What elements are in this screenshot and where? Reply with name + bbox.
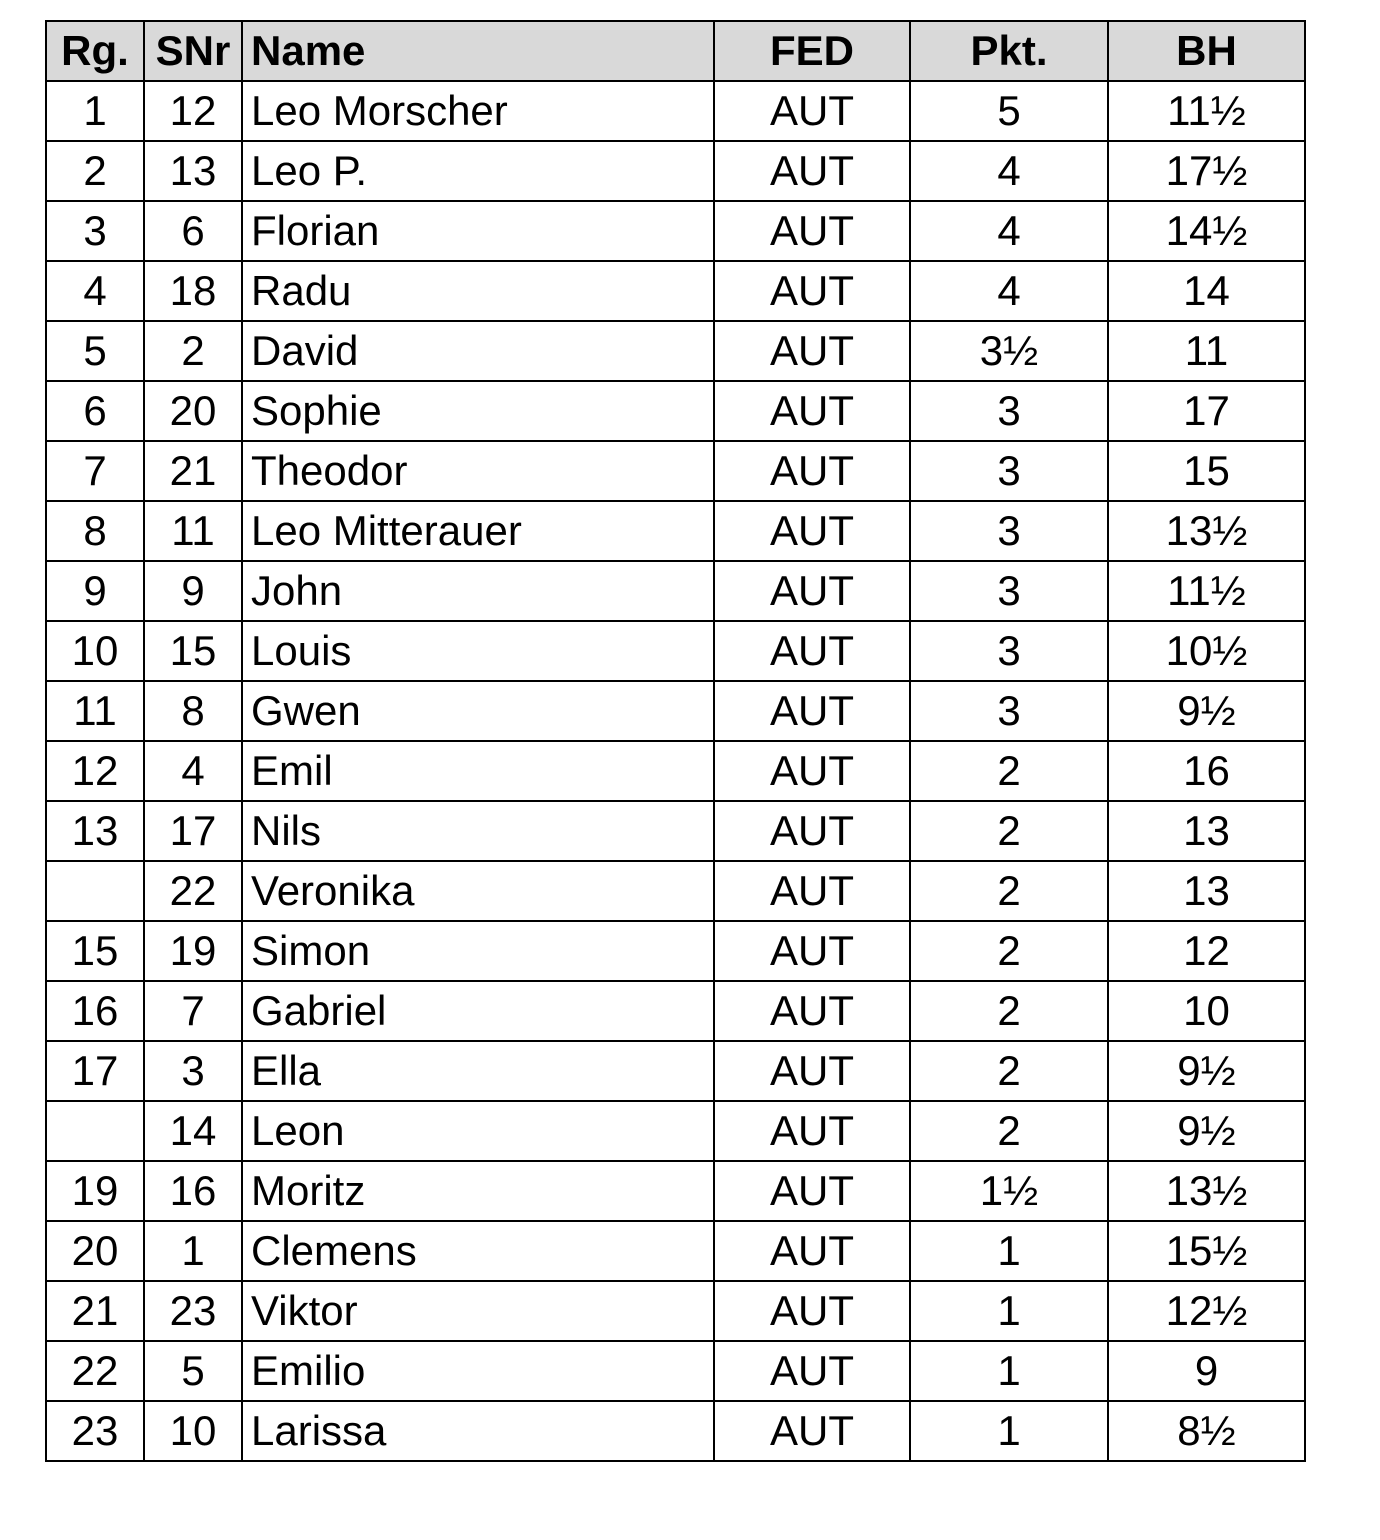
cell-federation: AUT [714, 1101, 910, 1161]
table-row [46, 141, 1305, 201]
cell-points: 3 [910, 501, 1108, 561]
cell-rank: 11 [46, 681, 144, 741]
cell-name: Emil [242, 741, 714, 801]
table-row [46, 1221, 1305, 1281]
cell-name: Radu [242, 261, 714, 321]
cell-start-number: 16 [144, 1161, 242, 1221]
cell-name: John [242, 561, 714, 621]
cell-rank: 21 [46, 1281, 144, 1341]
cell-points: 2 [910, 741, 1108, 801]
cell-name: Florian [242, 201, 714, 261]
standings-body [46, 81, 1305, 1461]
cell-points: 4 [910, 141, 1108, 201]
cell-rank: 23 [46, 1401, 144, 1461]
table-row [46, 1401, 1305, 1461]
cell-points: 3½ [910, 321, 1108, 381]
cell-federation: AUT [714, 141, 910, 201]
cell-buchholz: 12½ [1108, 1281, 1305, 1341]
cell-rank: 22 [46, 1341, 144, 1401]
cell-buchholz: 9 [1108, 1341, 1305, 1401]
cell-points: 4 [910, 201, 1108, 261]
cell-buchholz: 11½ [1108, 561, 1305, 621]
table-row [46, 1041, 1305, 1101]
cell-buchholz: 10½ [1108, 621, 1305, 681]
table-row [46, 321, 1305, 381]
cell-start-number: 20 [144, 381, 242, 441]
table-row [46, 621, 1305, 681]
cell-points: 1 [910, 1281, 1108, 1341]
cell-points: 3 [910, 381, 1108, 441]
cell-buchholz: 9½ [1108, 1101, 1305, 1161]
cell-rank: 3 [46, 201, 144, 261]
cell-federation: AUT [714, 321, 910, 381]
cell-name: Gwen [242, 681, 714, 741]
cell-federation: AUT [714, 621, 910, 681]
cell-buchholz: 14½ [1108, 201, 1305, 261]
table-row [46, 861, 1305, 921]
header-federation: FED [714, 21, 910, 81]
cell-name: Louis [242, 621, 714, 681]
cell-start-number: 19 [144, 921, 242, 981]
cell-rank: 1 [46, 81, 144, 141]
cell-buchholz: 11 [1108, 321, 1305, 381]
cell-rank: 4 [46, 261, 144, 321]
cell-buchholz: 8½ [1108, 1401, 1305, 1461]
cell-federation: AUT [714, 681, 910, 741]
table-row [46, 921, 1305, 981]
cell-name: Viktor [242, 1281, 714, 1341]
cell-start-number: 12 [144, 81, 242, 141]
cell-start-number: 21 [144, 441, 242, 501]
cell-points: 3 [910, 681, 1108, 741]
cell-name: Ella [242, 1041, 714, 1101]
cell-name: Sophie [242, 381, 714, 441]
cell-points: 1 [910, 1401, 1108, 1461]
cell-rank: 9 [46, 561, 144, 621]
cell-points: 2 [910, 1101, 1108, 1161]
cell-buchholz: 15 [1108, 441, 1305, 501]
cell-federation: AUT [714, 981, 910, 1041]
cell-rank: 13 [46, 801, 144, 861]
header-points: Pkt. [910, 21, 1108, 81]
table-row [46, 201, 1305, 261]
cell-rank: 5 [46, 321, 144, 381]
cell-name: David [242, 321, 714, 381]
table-row [46, 681, 1305, 741]
cell-federation: AUT [714, 861, 910, 921]
cell-start-number: 7 [144, 981, 242, 1041]
cell-federation: AUT [714, 441, 910, 501]
cell-start-number: 10 [144, 1401, 242, 1461]
cell-points: 4 [910, 261, 1108, 321]
table-row [46, 381, 1305, 441]
cell-rank: 6 [46, 381, 144, 441]
cell-name: Leon [242, 1101, 714, 1161]
cell-federation: AUT [714, 381, 910, 441]
cell-federation: AUT [714, 501, 910, 561]
cell-name: Moritz [242, 1161, 714, 1221]
header-row [46, 21, 1305, 81]
cell-points: 3 [910, 621, 1108, 681]
table-row [46, 1101, 1305, 1161]
cell-start-number: 8 [144, 681, 242, 741]
cell-points: 3 [910, 441, 1108, 501]
header-rank: Rg. [46, 21, 144, 81]
header-name: Name [242, 21, 714, 81]
cell-start-number: 9 [144, 561, 242, 621]
cell-buchholz: 9½ [1108, 681, 1305, 741]
cell-rank [46, 861, 144, 921]
cell-points: 2 [910, 921, 1108, 981]
cell-federation: AUT [714, 1161, 910, 1221]
cell-points: 2 [910, 801, 1108, 861]
cell-federation: AUT [714, 1281, 910, 1341]
cell-buchholz: 13 [1108, 801, 1305, 861]
cell-name: Theodor [242, 441, 714, 501]
table-row [46, 1281, 1305, 1341]
table-row [46, 801, 1305, 861]
cell-rank: 10 [46, 621, 144, 681]
table-row [46, 561, 1305, 621]
cell-federation: AUT [714, 261, 910, 321]
cell-points: 1 [910, 1221, 1108, 1281]
cell-buchholz: 13½ [1108, 501, 1305, 561]
cell-start-number: 1 [144, 1221, 242, 1281]
cell-buchholz: 14 [1108, 261, 1305, 321]
cell-name: Leo Mitterauer [242, 501, 714, 561]
cell-points: 5 [910, 81, 1108, 141]
cell-start-number: 18 [144, 261, 242, 321]
cell-name: Leo Morscher [242, 81, 714, 141]
cell-start-number: 3 [144, 1041, 242, 1101]
cell-start-number: 5 [144, 1341, 242, 1401]
cell-rank: 2 [46, 141, 144, 201]
cell-start-number: 11 [144, 501, 242, 561]
cell-federation: AUT [714, 561, 910, 621]
cell-rank: 20 [46, 1221, 144, 1281]
cell-name: Larissa [242, 1401, 714, 1461]
cell-rank: 7 [46, 441, 144, 501]
header-start-number: SNr [144, 21, 242, 81]
cell-points: 2 [910, 861, 1108, 921]
table-row [46, 501, 1305, 561]
cell-buchholz: 12 [1108, 921, 1305, 981]
cell-start-number: 23 [144, 1281, 242, 1341]
table-row [46, 1341, 1305, 1401]
cell-points: 2 [910, 981, 1108, 1041]
table-row [46, 261, 1305, 321]
cell-rank: 16 [46, 981, 144, 1041]
cell-buchholz: 10 [1108, 981, 1305, 1041]
cell-federation: AUT [714, 741, 910, 801]
cell-rank [46, 1101, 144, 1161]
table-row [46, 1161, 1305, 1221]
cell-buchholz: 17½ [1108, 141, 1305, 201]
cell-federation: AUT [714, 801, 910, 861]
cell-points: 2 [910, 1041, 1108, 1101]
cell-federation: AUT [714, 1341, 910, 1401]
cell-start-number: 22 [144, 861, 242, 921]
cell-buchholz: 13½ [1108, 1161, 1305, 1221]
cell-federation: AUT [714, 1401, 910, 1461]
cell-buchholz: 9½ [1108, 1041, 1305, 1101]
cell-start-number: 15 [144, 621, 242, 681]
cell-buchholz: 11½ [1108, 81, 1305, 141]
cell-federation: AUT [714, 81, 910, 141]
cell-name: Gabriel [242, 981, 714, 1041]
cell-name: Leo P. [242, 141, 714, 201]
cell-name: Nils [242, 801, 714, 861]
cell-rank: 15 [46, 921, 144, 981]
cell-name: Emilio [242, 1341, 714, 1401]
cell-federation: AUT [714, 201, 910, 261]
cell-buchholz: 13 [1108, 861, 1305, 921]
cell-points: 1½ [910, 1161, 1108, 1221]
standings-table [45, 20, 1306, 1462]
cell-start-number: 2 [144, 321, 242, 381]
table-row [46, 741, 1305, 801]
cell-buchholz: 16 [1108, 741, 1305, 801]
cell-name: Simon [242, 921, 714, 981]
cell-rank: 12 [46, 741, 144, 801]
cell-points: 3 [910, 561, 1108, 621]
cell-buchholz: 15½ [1108, 1221, 1305, 1281]
table-row [46, 981, 1305, 1041]
cell-start-number: 4 [144, 741, 242, 801]
cell-start-number: 17 [144, 801, 242, 861]
cell-rank: 19 [46, 1161, 144, 1221]
cell-rank: 8 [46, 501, 144, 561]
table-row [46, 441, 1305, 501]
cell-rank: 17 [46, 1041, 144, 1101]
cell-start-number: 6 [144, 201, 242, 261]
cell-start-number: 13 [144, 141, 242, 201]
cell-start-number: 14 [144, 1101, 242, 1161]
cell-name: Veronika [242, 861, 714, 921]
cell-federation: AUT [714, 1221, 910, 1281]
cell-buchholz: 17 [1108, 381, 1305, 441]
cell-points: 1 [910, 1341, 1108, 1401]
table-row [46, 81, 1305, 141]
cell-name: Clemens [242, 1221, 714, 1281]
cell-federation: AUT [714, 921, 910, 981]
cell-federation: AUT [714, 1041, 910, 1101]
header-buchholz: BH [1108, 21, 1305, 81]
